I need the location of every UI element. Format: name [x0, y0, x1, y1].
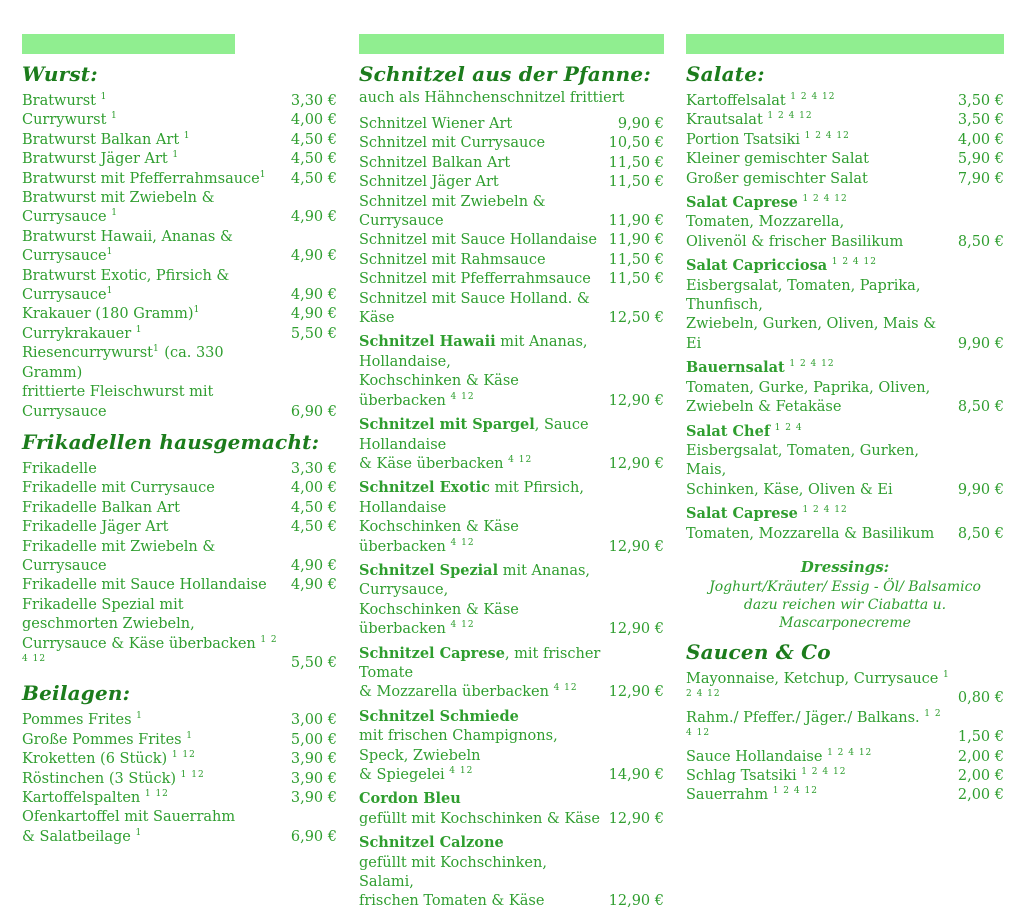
menu-item: [22, 731, 337, 750]
menu-item: [22, 576, 337, 595]
menu-column-schnitzel: [359, 34, 664, 916]
item-name: Bratwurst Jäger Art $^1$: [22, 150, 180, 168]
item-name: Portion Tsatsiki $^{1 2 4 12}$: [686, 130, 850, 148]
menu-item: [22, 770, 337, 789]
item-name: Schnitzel mit Sauce Hollandaise: [359, 232, 597, 249]
header-bar: [686, 34, 1004, 54]
item-price: 3,30 €: [290, 93, 337, 109]
item-name: Kartoffelspalten $^{1 12}$: [22, 789, 169, 806]
item-name: Kleiner gemischter Salat: [686, 151, 869, 168]
item-name: Schnitzel Caprese, mit frischer Tomate & Mozzarella überbacken $^{4 12}$: [359, 644, 601, 701]
menu-item: [22, 344, 337, 422]
item-price: 12,90 €: [608, 684, 664, 701]
menu-item: [359, 644, 664, 703]
item-name: Krakauer (180 Gramm)$^1$: [22, 305, 201, 323]
section-title: Salate:: [686, 62, 765, 86]
item-price: 1,50 €: [957, 729, 1004, 746]
item-name: Sauerrahm $^{1 2 4 12}$: [686, 786, 818, 804]
menu-item: [359, 251, 664, 270]
menu-item: [22, 538, 337, 577]
note-line: dazu reichen wir Ciabatta u. Mascarponecreme: [743, 596, 947, 631]
menu-item: [359, 561, 664, 640]
item-price: 0,80 €: [957, 690, 1004, 707]
item-name: Schnitzel mit Rahmsauce: [359, 251, 546, 268]
item-price: 4,50 €: [290, 131, 337, 148]
item-price: 9,90 €: [617, 116, 664, 132]
section-title: Wurst:: [22, 62, 98, 86]
item-price: 11,90 €: [608, 232, 664, 249]
item-price: 4,90 €: [290, 248, 337, 265]
item-price: 11,50 €: [608, 271, 664, 288]
menu-item: [359, 134, 664, 153]
item-price: 5,90 €: [957, 151, 1004, 168]
note-title: Dressings:: [800, 557, 890, 576]
item-name: Schnitzel Wiener Art: [359, 116, 513, 132]
menu-item: [359, 332, 664, 411]
section-title: Frikadellen hausgemacht:: [22, 429, 320, 454]
item-name: Schnitzel mit Sauce Holland. & Käse: [359, 290, 590, 327]
section-title: Schnitzel aus der Pfanne:: [359, 62, 651, 86]
item-price: 11,90 €: [608, 213, 664, 230]
item-name: Schnitzel Jäger Art: [359, 174, 499, 191]
menu-item: [686, 670, 1004, 709]
item-price: 8,50 €: [957, 399, 1004, 416]
header-bar: [22, 34, 235, 54]
item-price: 3,00 €: [290, 712, 337, 729]
item-name: Schnitzel mit Spargel, Sauce Hollandaise & Käse überbacken $^{4 12}$: [359, 416, 589, 472]
item-price: 12,90 €: [608, 810, 664, 827]
item-name: Pommes Frites $^1$: [22, 711, 143, 729]
item-price: 4,90 €: [290, 287, 337, 304]
item-name: Schnitzel mit Pfefferrahmsauce: [359, 271, 591, 288]
item-price: 14,90 €: [608, 767, 664, 783]
menu-item: [686, 193, 1004, 252]
menu-item: [359, 173, 664, 192]
menu-item: [686, 748, 1004, 767]
item-name: Sauce Hollandaise $^{1 2 4 12}$: [686, 747, 873, 765]
item-price: 11,50 €: [608, 154, 664, 171]
menu-item: [22, 460, 337, 479]
menu-sections: [22, 62, 337, 847]
menu-item: [22, 92, 337, 111]
menu-item: [22, 305, 337, 324]
item-price: 6,90 €: [290, 828, 337, 845]
menu-item: [686, 504, 1004, 544]
item-name: Salat Caprese $^{1 2 4 12}$ Tomaten, Mozzarella, Olivenöl & frischer Basilikum: [686, 194, 904, 250]
item-price: 5,50 €: [290, 654, 337, 671]
item-price: 11,50 €: [608, 174, 664, 191]
menu-item: [359, 270, 664, 289]
item-name: Mayonnaise, Ketchup, Currysauce $^{1 2 4 12}$: [686, 670, 950, 700]
item-name: Salat Capricciosa $^{1 2 4 12}$ Eisbergsalat, Tomaten, Paprika, Thunfisch, Zwiebeln, Gurken, Oliven, Mais & Ei: [686, 257, 937, 352]
item-price: 4,90 €: [290, 577, 337, 594]
item-name: Frikadelle mit Currysauce: [22, 480, 215, 497]
item-name: Schnitzel Exotic mit Pfirsich, Hollandaise Kochschinken & Käse überbacken $^{4 12}$: [359, 479, 584, 555]
menu-item: [359, 290, 664, 329]
item-price: 6,90 €: [290, 403, 337, 420]
item-name: Frikadelle: [22, 460, 97, 477]
menu-item: [686, 709, 1004, 748]
menu-sections: [359, 62, 664, 912]
menu-item: [22, 789, 337, 808]
item-price: 12,50 €: [608, 310, 664, 327]
item-price: 12,90 €: [608, 538, 664, 555]
item-name: Frikadelle Jäger Art: [22, 519, 169, 536]
item-name: Schnitzel Schmiede mit frischen Champignons, Speck, Zwiebeln & Spiegelei $^{4 12}$: [359, 707, 558, 783]
item-name: Kroketten (6 Stück) $^{1 12}$: [22, 750, 196, 768]
item-price: 3,50 €: [957, 112, 1004, 129]
menu-item: [22, 189, 337, 228]
menu-item: [22, 150, 337, 169]
item-price: 5,00 €: [290, 731, 337, 748]
item-name: Bratwurst $^1$: [22, 92, 108, 109]
item-name: Bratwurst Hawaii, Ananas & Currysauce$^1$: [22, 228, 233, 265]
item-price: 2,00 €: [957, 767, 1004, 784]
menu-item: [22, 750, 337, 769]
menu-item: [22, 479, 337, 498]
menu-item: [22, 596, 337, 674]
item-price: 4,00 €: [290, 480, 337, 497]
item-price: 8,50 €: [957, 525, 1004, 542]
item-name: Frikadelle Balkan Art: [22, 499, 180, 516]
menu-item: [359, 231, 664, 250]
item-name: Schnitzel mit Zwiebeln & Currysauce: [359, 193, 546, 230]
item-name: Rahm./ Pfeffer./ Jäger./ Balkans. $^{1 2 4 12}$: [686, 708, 942, 739]
item-price: 12,90 €: [608, 392, 664, 409]
item-price: 7,90 €: [957, 170, 1004, 187]
item-price: 4,00 €: [290, 112, 337, 129]
menu-item: [22, 111, 337, 130]
note-line: Joghurt/Kräuter/ Essig - Öl/ Balsamico: [709, 578, 981, 595]
item-price: 9,90 €: [957, 335, 1004, 352]
item-name: Currywurst $^1$: [22, 111, 118, 129]
item-name: Frikadelle mit Sauce Hollandaise: [22, 577, 267, 594]
menu-item: [359, 789, 664, 829]
item-price: 2,00 €: [957, 748, 1004, 765]
menu-item: [22, 267, 337, 306]
item-name: Krautsalat $^{1 2 4 12}$: [686, 111, 813, 129]
item-name: Schnitzel mit Currysauce: [359, 135, 546, 152]
item-name: Bratwurst mit Zwiebeln & Currysauce $^1$: [22, 190, 215, 226]
menu-item: [359, 707, 664, 786]
item-name: Bratwurst Exotic, Pfirsich & Currysauce$^1$: [22, 267, 230, 304]
item-price: 4,50 €: [290, 519, 337, 536]
menu-item: [22, 325, 337, 344]
item-name: Große Pommes Frites $^1$: [22, 730, 193, 748]
menu-item: [359, 193, 664, 232]
menu-item: [686, 422, 1004, 501]
item-price: 4,90 €: [290, 209, 337, 226]
menu-item: [22, 711, 337, 730]
menu-item: [359, 478, 664, 557]
menu-item: [22, 170, 337, 189]
item-price: 12,90 €: [608, 893, 664, 910]
item-price: 3,90 €: [290, 751, 337, 768]
menu-column-wurst: [22, 34, 337, 916]
menu-item: [22, 228, 337, 267]
menu-item: [686, 92, 1004, 111]
menu-item: [686, 131, 1004, 150]
item-price: 12,90 €: [608, 455, 664, 472]
item-name: Frikadelle mit Zwiebeln & Currysauce: [22, 538, 216, 574]
menu-item: [686, 170, 1004, 189]
menu-item: [686, 786, 1004, 805]
item-price: 4,90 €: [290, 306, 337, 323]
menu-item: [359, 415, 664, 474]
menu-item: [686, 150, 1004, 169]
item-name: Salat Chef $^{1 2 4}$ Eisbergsalat, Tomaten, Gurken, Mais, Schinken, Käse, Oliven & Ei: [686, 422, 919, 498]
menu-item: [359, 115, 664, 134]
menu-item: [22, 808, 337, 847]
item-name: Großer gemischter Salat: [686, 170, 868, 187]
menu-item: [22, 518, 337, 537]
dressings-note: [686, 558, 1004, 632]
item-name: Bauernsalat $^{1 2 4 12}$ Tomaten, Gurke, Paprika, Oliven, Zwiebeln & Fetakäse: [686, 359, 931, 416]
menu-item: [22, 499, 337, 518]
item-price: 4,00 €: [957, 131, 1004, 148]
item-price: 4,50 €: [290, 499, 337, 516]
item-name: Schnitzel Hawaii mit Ananas, Hollandaise, Kochschinken & Käse überbacken $^{4 12}$: [359, 333, 588, 409]
menu-item: [686, 111, 1004, 130]
menu-column-salate: [686, 34, 1004, 916]
section-title: Beilagen:: [22, 681, 131, 706]
menu-item: [686, 358, 1004, 417]
item-name: Schnitzel Calzone gefüllt mit Kochschinken, Salami, frischen Tomaten & Käse: [359, 834, 547, 910]
item-name: Riesencurrywurst$^1$ (ca. 330 Gramm) frittierte Fleischwurst mit Currysauce: [22, 344, 224, 420]
section-subtitle: auch als Hähnchenschnitzel frittiert: [359, 90, 625, 106]
item-price: 5,50 €: [290, 325, 337, 342]
item-price: 10,50 €: [608, 135, 664, 152]
item-price: 9,90 €: [957, 481, 1004, 498]
item-name: Cordon Bleu gefüllt mit Kochschinken & Käse: [359, 790, 600, 827]
item-name: Currykrakauer $^1$: [22, 325, 143, 342]
item-name: Salat Caprese $^{1 2 4 12}$ Tomaten, Mozzarella & Basilikum: [686, 505, 935, 542]
item-price: 3,90 €: [290, 770, 337, 787]
menu-sections: [686, 62, 1004, 806]
item-name: Frikadelle Spezial mit geschmorten Zwiebeln, Currysauce & Käse überbacken $^{1 2 4 12}$: [22, 596, 278, 665]
item-name: Ofenkartoffel mit Sauerrahm & Salatbeilage $^1$: [22, 809, 236, 845]
menu-item: [359, 833, 664, 912]
item-price: 2,00 €: [957, 787, 1004, 804]
item-name: Bratwurst mit Pfefferrahmsauce$^1$: [22, 169, 267, 187]
menu-item: [22, 131, 337, 150]
item-price: 3,30 €: [290, 460, 337, 477]
item-price: 3,50 €: [957, 93, 1004, 109]
item-name: Kartoffelsalat $^{1 2 4 12}$: [686, 92, 836, 109]
item-price: 4,90 €: [290, 557, 337, 574]
item-name: Röstinchen (3 Stück) $^{1 12}$: [22, 769, 205, 787]
item-price: 8,50 €: [957, 233, 1004, 250]
item-price: 12,90 €: [608, 621, 664, 638]
section-title: Saucen & Co: [686, 639, 831, 664]
header-bar: [359, 34, 664, 54]
item-name: Schnitzel Spezial mit Ananas, Currysauce, Kochschinken & Käse überbacken $^{4 12}$: [359, 561, 591, 638]
item-name: Schlag Tsatsiki $^{1 2 4 12}$: [686, 767, 847, 784]
menu-item: [359, 154, 664, 173]
menu-item: [686, 767, 1004, 786]
item-price: 4,50 €: [290, 151, 337, 168]
item-price: 11,50 €: [608, 251, 664, 268]
item-price: 3,90 €: [290, 790, 337, 806]
item-price: 4,50 €: [290, 170, 337, 187]
item-name: Schnitzel Balkan Art: [359, 154, 511, 171]
item-name: Bratwurst Balkan Art $^1$: [22, 130, 191, 148]
menu-item: [686, 256, 1004, 354]
